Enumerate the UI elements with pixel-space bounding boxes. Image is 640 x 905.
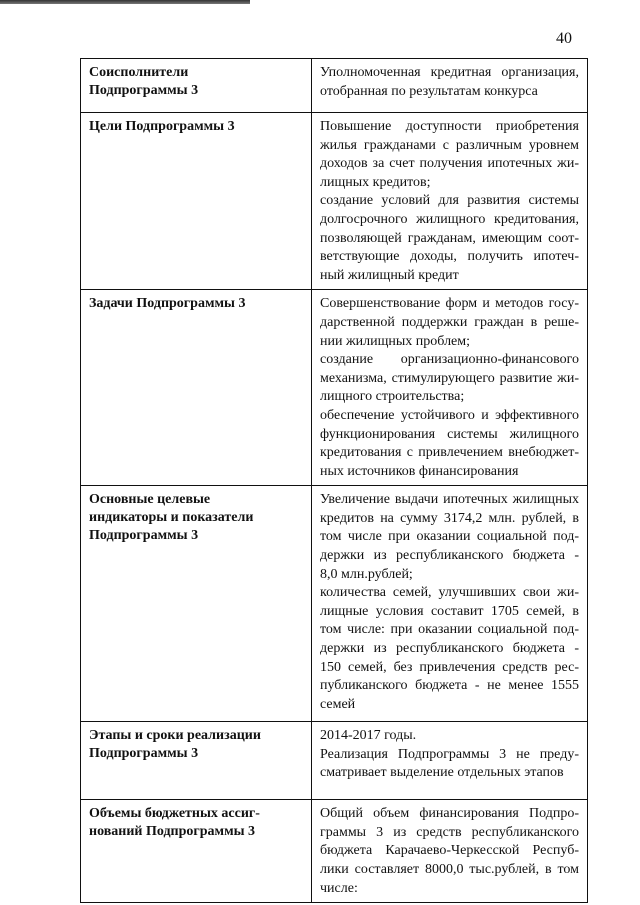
row-label-cell (81, 113, 312, 290)
row-content-cell (312, 59, 588, 113)
table-row (81, 290, 588, 486)
row-content-line: дарственной поддержки граждан в реше- (320, 314, 579, 330)
row-label-cell (81, 722, 312, 800)
row-content-line: лищных кредитов; (320, 174, 431, 190)
row-content-line: 150 семей, без привлечения средств рес- (320, 659, 579, 675)
row-content-line: создание организационно-финансового (320, 352, 579, 368)
row-label-line: Подпрограммы 3 (89, 746, 199, 762)
row-content-line: Реализация Подпрограммы 3 не преду- (320, 746, 579, 762)
passport-table (80, 58, 588, 903)
row-label-cell (81, 800, 312, 903)
row-content-line: доходов за счет получения ипотечных жи- (320, 156, 579, 172)
row-content-line: долгосрочного жилищного кредитования, (320, 211, 579, 227)
row-label-line: Этапы и сроки реализации (89, 728, 261, 744)
table-row (81, 800, 588, 903)
row-content-line: том числе при оказании социальной под- (320, 529, 579, 545)
row-content-line: жилья гражданами с различным уровнем (320, 137, 579, 153)
row-content-line: 2014-2017 годы. (320, 728, 417, 744)
scan-edge-artifact (0, 0, 250, 4)
row-content-line: обеспечение устойчивого и эффективного (320, 407, 579, 423)
row-label-line: индикаторы и показатели (89, 510, 254, 526)
row-content-cell (312, 800, 588, 903)
row-content-line: позволяющей гражданам, имеющим соот- (320, 230, 579, 246)
row-content-line: том числе: при оказании социальной под- (320, 622, 579, 638)
row-label-line: Соисполнители (89, 65, 189, 80)
row-content-line: граммы 3 из средств республиканского (320, 824, 579, 840)
row-content-line: Общий объем финансирования Подпро- (320, 806, 579, 822)
row-content-cell (312, 486, 588, 722)
row-label-line: Цели Подпрограммы 3 (89, 119, 235, 134)
row-content-line: бюджета Карачаево-Черкесской Респуб- (320, 843, 579, 859)
row-content-line: создание условий для развития системы (320, 193, 579, 209)
row-label-line: Подпрограммы 3 (89, 528, 199, 544)
row-label-line: Основные целевые (89, 492, 211, 508)
row-label-cell (81, 290, 312, 486)
row-content-line: ветствующие доходы, получить ипотеч- (320, 249, 579, 265)
row-label-line: Объемы бюджетных ассиг- (89, 806, 260, 822)
row-content-line: нии жилищных проблем; (320, 333, 471, 349)
row-content-line: публиканского бюджета - не менее 1555 (320, 678, 579, 694)
row-label-cell (81, 59, 312, 113)
row-label-cell (81, 486, 312, 722)
row-content-line: 8,0 млн.рублей; (320, 566, 413, 582)
row-label-line: нований Подпрограммы 3 (89, 824, 256, 840)
row-content-line: семей (320, 696, 356, 712)
row-content-line: Увеличение выдачи ипотечных жилищных (320, 492, 579, 508)
row-content-cell (312, 113, 588, 290)
row-label-line: Задачи Подпрограммы 3 (89, 296, 246, 312)
row-content-line: механизма, стимулирующего развитие жи- (320, 370, 579, 386)
row-content-line: Уполномоченная кредитная организация, (320, 65, 579, 80)
row-content-line: количества семей, улучшивших свои жи- (320, 585, 579, 601)
row-content-cell (312, 290, 588, 486)
row-content-line: лики составляет 8000,0 тыс.рублей, в том (320, 862, 579, 878)
table-row (81, 486, 588, 722)
row-content-line: кредитования с привлечением внебюджет- (320, 445, 579, 461)
table-row (81, 113, 588, 290)
row-content-line: числе: (320, 880, 358, 896)
row-content-line: ных источников финансирования (320, 463, 519, 479)
row-content-line: Повышение доступности приобретения (320, 119, 579, 134)
row-content-line: держки из республиканского бюджета - (320, 641, 579, 657)
row-content-line: функционирования системы жилищного (320, 426, 579, 442)
row-content-line: держки из республиканского бюджета - (320, 548, 579, 564)
row-content-line: отобранная по результатам конкурса (320, 83, 538, 99)
row-content-line: ный жилищный кредит (320, 267, 459, 283)
row-label-line: Подпрограммы 3 (89, 83, 199, 98)
row-content-line: кредитов на сумму 3174,2 млн. рублей, в (320, 510, 579, 526)
row-content-line: Совершенствование форм и методов госу- (320, 296, 579, 312)
table-row (81, 59, 588, 113)
row-content-line: лищного строительства; (320, 389, 465, 405)
page-number: 40 (556, 30, 572, 47)
table-row (81, 722, 588, 800)
row-content-line: лищные условия составит 1705 семей, в (320, 603, 579, 619)
row-content-line: сматривает выделение отдельных этапов (320, 765, 564, 781)
row-content-cell (312, 722, 588, 800)
